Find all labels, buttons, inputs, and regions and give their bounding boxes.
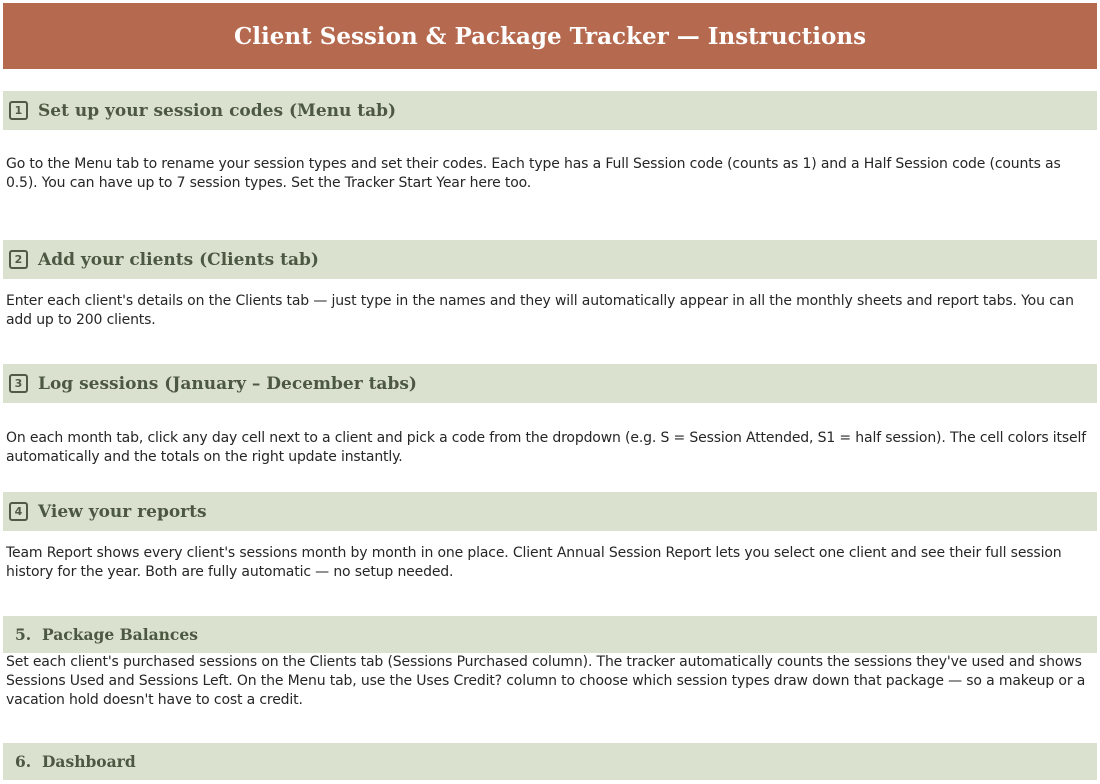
section-title: Set up your session codes (Menu tab)	[38, 100, 397, 121]
section-title	[15, 752, 136, 771]
section-body-5: Set each client's purchased sessions on the Clients tab (Sessions Purchased column). The tracker automatically counts the sessions they've used and shows Sessions Used and Sessions Left. On the Menu tab, use the Uses Credit? column to choose which session types draw down that package — so a makeup or a vacation hold doesn't have to cost a credit.	[6, 654, 1086, 708]
step-number-badge: 4	[9, 502, 28, 521]
section-title: View your reports	[38, 501, 207, 522]
section-header-5	[3, 616, 1097, 653]
section-header-4	[3, 492, 1097, 531]
section-body-3: On each month tab, click any day cell next to a client and pick a code from the dropdown (e.g. S = Session Attended, S1 = half session). The cell colors itself automatically and the totals on the right update instantly.	[6, 430, 1087, 465]
section-body-2: Enter each client's details on the Clients tab — just type in the names and they will automatically appear in all the monthly sheets and report tabs. You can add up to 200 clients.	[6, 293, 1074, 328]
section-header-1	[3, 91, 1097, 130]
step-number-badge: 1	[9, 101, 28, 120]
title-banner	[3, 3, 1097, 69]
section-title: Log sessions (January – December tabs)	[38, 373, 417, 394]
section-title	[15, 625, 198, 644]
section-number: 5.	[15, 625, 32, 644]
section-body-4: Team Report shows every client's sessions month by month in one place. Client Annual Session Report lets you select one client and see their full session history for the year. Both are fully automatic — no setup needed.	[6, 545, 1062, 580]
section-body-1: Go to the Menu tab to rename your session types and set their codes. Each type has a Full Session code (counts as 1) and a Half Session code (counts as 0.5). You can have up to 7 session types. Set the Tracker Start Year here too.	[6, 156, 1061, 191]
section-header-2	[3, 240, 1097, 279]
section-header-3	[3, 364, 1097, 403]
section-title-text: Package Balances	[41, 625, 198, 644]
page-title: Client Session & Package Tracker — Instructions	[233, 22, 867, 50]
step-number-badge: 2	[9, 250, 28, 269]
section-number: 6.	[15, 752, 32, 771]
section-title: Add your clients (Clients tab)	[38, 249, 319, 270]
section-header-6	[3, 743, 1097, 780]
section-title-text: Dashboard	[41, 752, 136, 771]
step-number-badge: 3	[9, 374, 28, 393]
